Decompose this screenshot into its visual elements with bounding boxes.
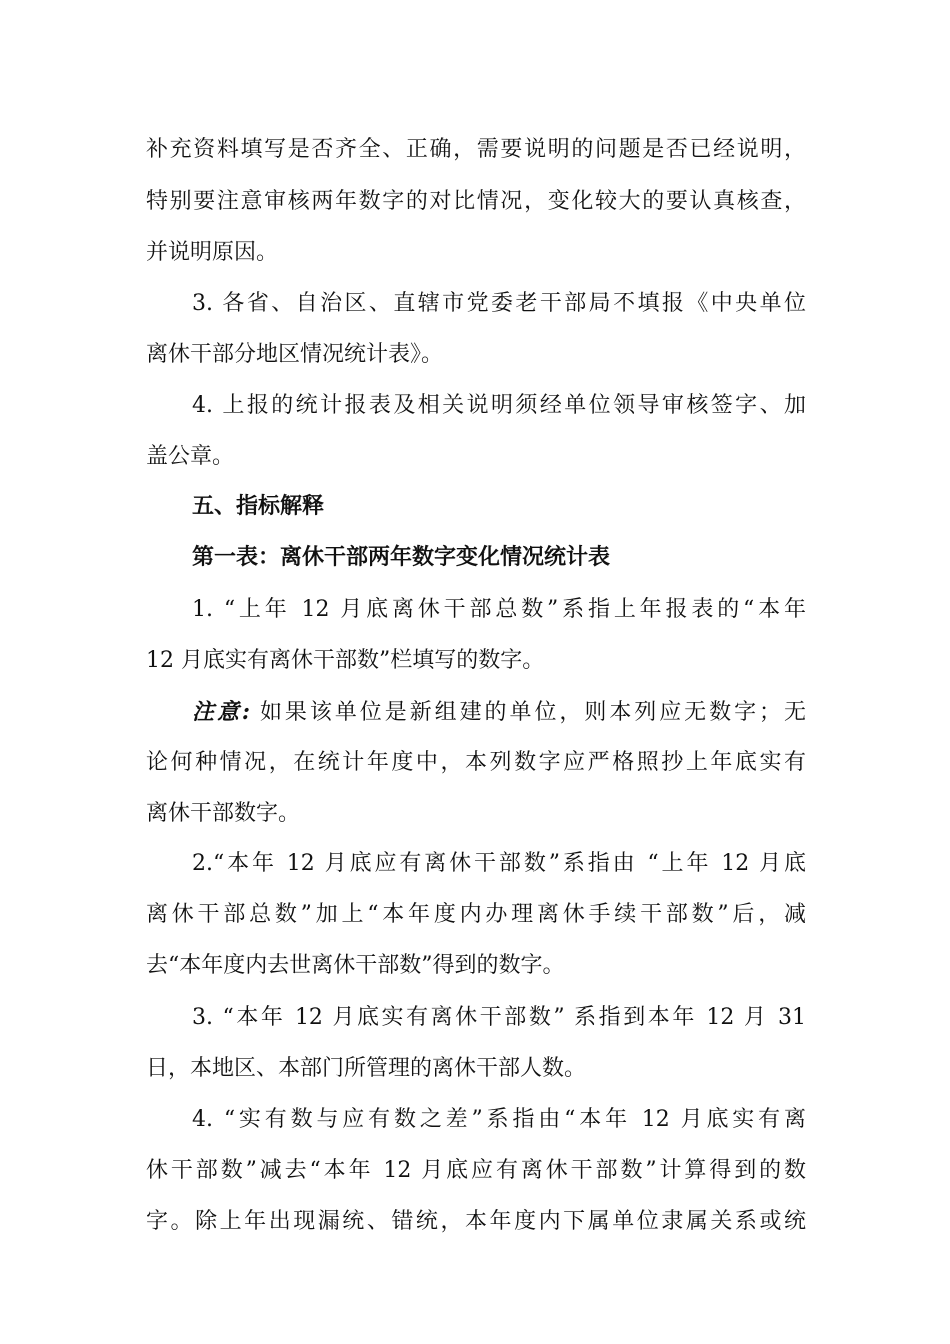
body-text-line: 盖公章。 (146, 444, 235, 469)
body-text-line: 12 月底实有离休干部数”栏填写的数字。 (146, 648, 545, 673)
body-text-line: 补充资料填写是否齐全、正确，需要说明的问题是否已经说明， (146, 137, 806, 162)
body-text-line: 休干部数”减去“本年 12 月底应有离休干部数”计算得到的数 (146, 1158, 806, 1183)
body-text-line: 日，本地区、本部门所管理的离休干部人数。 (146, 1056, 587, 1081)
note-line (192, 697, 806, 728)
numbered-item-3: 3. 各省、自治区、直辖市党委老干部局不填报《中央单位 (192, 291, 806, 316)
definition-item-4: 4. “实有数与应有数之差”系指由“本年 12 月底实有离 (192, 1107, 806, 1132)
body-text-line: 离休干部总数”加上“本年度内办理离休手续干部数”后，减 (146, 902, 806, 927)
note-text: 如果该单位是新组建的单位，则本列应无数字；无 (259, 700, 806, 725)
numbered-item-4: 4. 上报的统计报表及相关说明须经单位领导审核签字、加 (192, 393, 806, 418)
definition-item-3: 3. “本年 12 月底实有离休干部数” 系指到本年 12 月 31 (192, 1005, 806, 1030)
note-label: 注意: (192, 699, 251, 725)
body-text-line: 去“本年度内去世离休干部数”得到的数字。 (146, 953, 565, 978)
body-text-line: 字。除上年出现漏统、错统，本年度内下属单位隶属关系或统 (146, 1209, 806, 1234)
definition-item-1: 1. “上年 12 月底离休干部总数”系指上年报表的“本年 (192, 597, 806, 622)
table-heading: 第一表：离休干部两年数字变化情况统计表 (192, 544, 611, 570)
body-text-line: 特别要注意审核两年数字的对比情况，变化较大的要认真核查， (146, 189, 806, 214)
body-text-line: 论何种情况，在统计年度中，本列数字应严格照抄上年底实有 (146, 750, 806, 775)
body-text-line: 离休干部分地区情况统计表》。 (146, 342, 444, 367)
body-text-line: 并说明原因。 (146, 240, 279, 265)
body-text-line: 离休干部数字。 (146, 801, 301, 826)
definition-item-2: 2.“本年 12 月底应有离休干部数”系指由 “上年 12 月底 (192, 851, 806, 876)
section-heading: 五、指标解释 (192, 493, 325, 519)
